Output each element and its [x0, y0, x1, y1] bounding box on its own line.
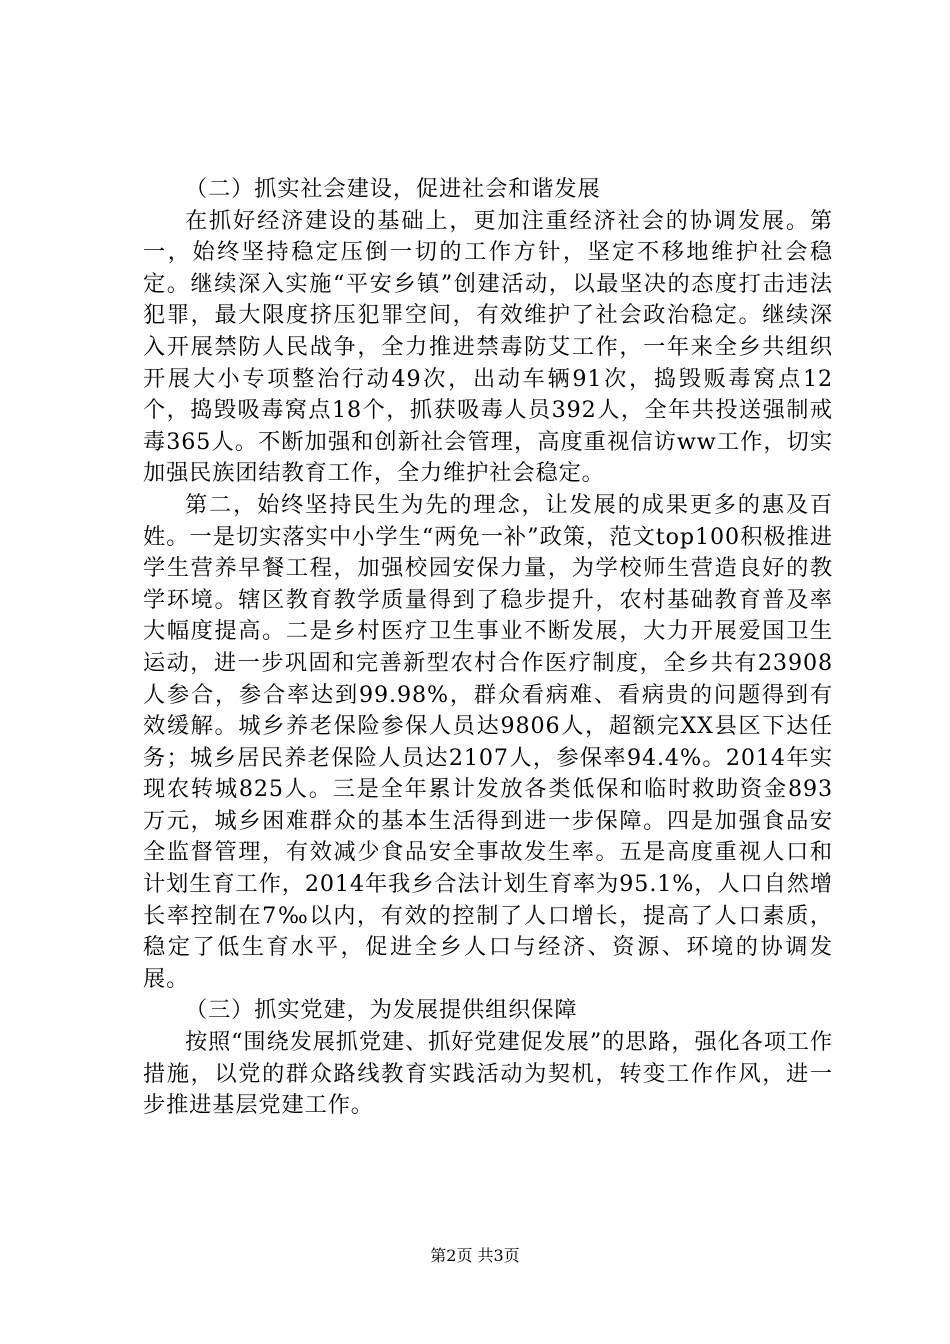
page-footer: 第2页 共3页: [430, 1246, 520, 1265]
section-heading-social: （二）抓实社会建设，促进社会和谐发展: [185, 176, 601, 202]
paragraph-social-stability: 在抓好经济建设的基础上，更加注重经济社会的协调发展。第一，始终坚持稳定压倒一切的工作方针，坚定不移地维护社会稳定。继续深入实施“平安乡镇”创建活动，以最坚决的态度打击违法犯罪，最大限度挤压犯罪空间，有效维护了社会政治稳定。继续深入开展禁防人民战争，全力推进禁毒防艾工作，一年来全乡共组织开展大小专项整治行动49次，出动车辆91次，捣毁贩毒窝点12个，捣毁吸毒窝点18个，抓获吸毒人员392人，全年共投送强制戒毒365人。不断加强和创新社会管理，高度重视信访ww工作，切实加强民族团结教育工作，全力维护社会稳定。: [143, 207, 833, 487]
section-heading-party: （三）抓实党建，为发展提供组织保障: [185, 997, 578, 1024]
paragraph-party-building: 按照“围绕发展抓党建、抓好党建促发展”的思路，强化各项工作措施，以党的群众路线教育实践活动为契机，转变工作作风，进一步推进基层党建工作。: [143, 1029, 833, 1119]
document-body: [143, 174, 833, 1122]
paragraph-livelihood: 第二，始终坚持民生为先的理念，让发展的成果更多的惠及百姓。一是切实落实中小学生“两免一补”政策，范文top100积极推进学生营养早餐工程，加强校园安保力量，为学校师生营造良好的教学环境。辖区教育教学质量得到了稳步提升，农村基础教育普及率大幅度提高。二是乡村医疗卫生事业不断发展，大力开展爱国卫生运动，进一步巩固和完善新型农村合作医疗制度，全乡共有23908人参合，参合率达到99.98%，群众看病难、看病贵的问题得到有效缓解。城乡养老保险参保人员达9806人，超额完XX县区下达任务；城乡居民养老保险人员达2107人，参保率94.4%。2014年实现农转城825人。三是全年累计发放各类低保和临时救助资金893万元，城乡困难群众的基本生活得到进一步保障。四是加强食品安全监督管理，有效减少食品安全事故发生率。五是高度重视人口和计划生育工作，2014年我乡合法计划生育率为95.1%，人口自然增长率控制在7‰以内，有效的控制了人口增长，提高了人口素质，稳定了低生育水平，促进全乡人口与经济、资源、环境的协调发展。: [143, 491, 833, 992]
